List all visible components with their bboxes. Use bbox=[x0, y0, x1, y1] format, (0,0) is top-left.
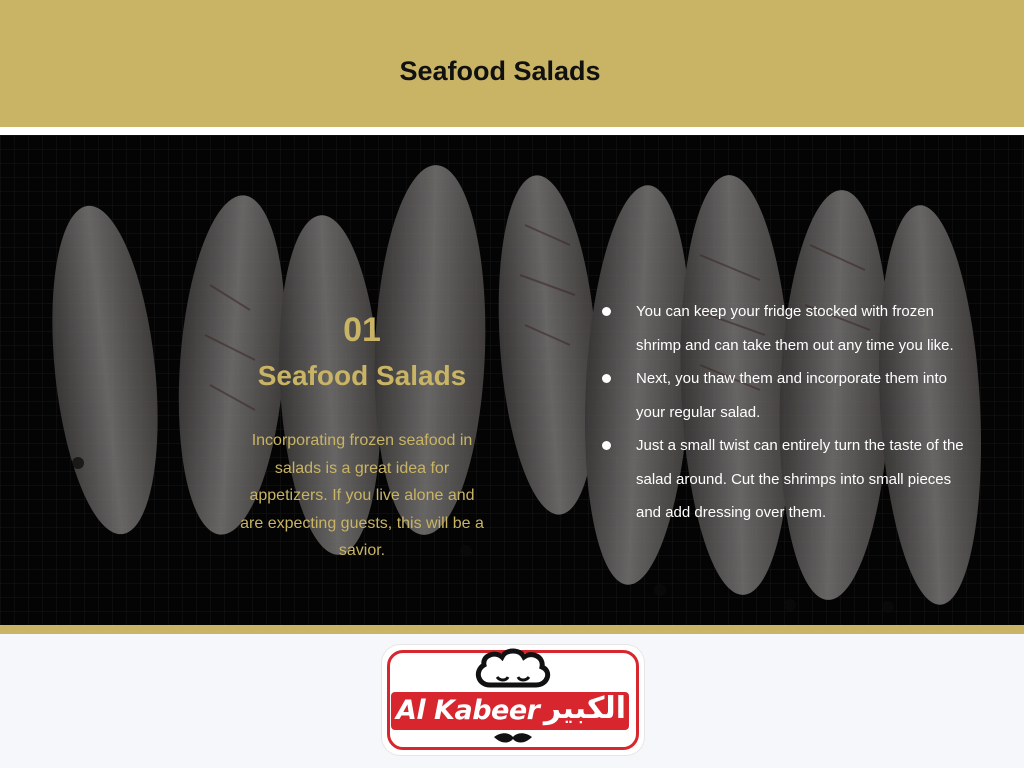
logo-text-english: Al Kabeer bbox=[396, 695, 540, 726]
al-kabeer-logo bbox=[382, 645, 644, 755]
bullet-dot-icon bbox=[602, 307, 611, 316]
hero-fish-background bbox=[0, 135, 1024, 625]
header-divider bbox=[0, 127, 1024, 135]
page-title: Seafood Salads bbox=[399, 56, 601, 86]
bullet-item bbox=[596, 295, 976, 362]
bullet-item bbox=[596, 429, 976, 530]
section-description: Incorporating frozen seafood in salads is a great idea for appetizers. If you live alone and are expecting guests, this will be a savior. bbox=[240, 432, 484, 559]
bullet-item bbox=[596, 362, 976, 429]
bullet-text: You can keep your fridge stocked with frozen shrimp and can take them out any time you like. bbox=[636, 303, 954, 354]
footer-gold-strip bbox=[0, 625, 1024, 634]
section-title: Seafood Salads bbox=[257, 360, 467, 391]
bullet-text: Next, you thaw them and incorporate them into your regular salad. bbox=[636, 370, 948, 421]
bullet-text: Just a small twist can entirely turn the taste of the salad around. Cut the shrimps into small pieces and add dressing over them. bbox=[636, 437, 964, 521]
logo-text-arabic: الكبير bbox=[543, 691, 626, 726]
bullet-dot-icon bbox=[602, 374, 611, 383]
bullet-dot-icon bbox=[602, 441, 611, 450]
bullet-list bbox=[596, 295, 976, 530]
section-number: 01 bbox=[343, 311, 381, 349]
